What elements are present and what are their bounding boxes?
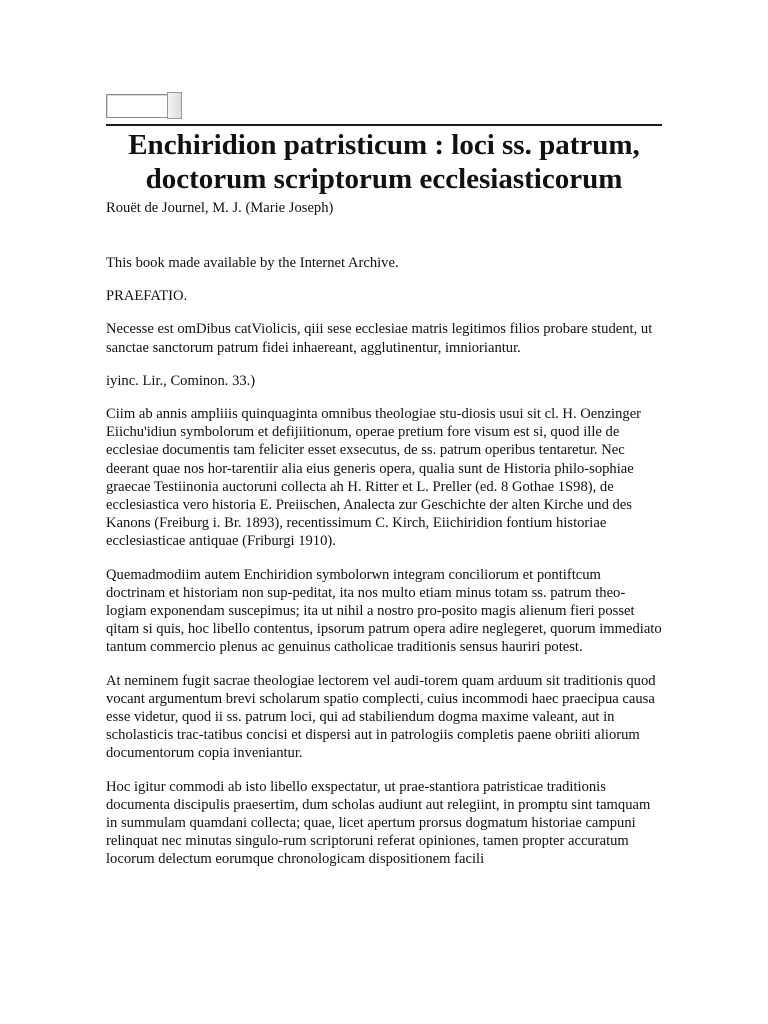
document-title: Enchiridion patristicum : loci ss. patrum, doctorum scriptorum ecclesiasticorum: [128, 129, 640, 195]
section-heading: PRAEFATIO.: [106, 288, 188, 305]
archive-notice: This book made available by the Internet Archive.: [106, 255, 399, 271]
document-body: [106, 254, 662, 884]
epigraph-citation: iyinc. Lir., Cominon. 33.): [106, 372, 256, 389]
document-author: Rouët de Journel, M. J. (Marie Joseph): [106, 200, 334, 216]
page-select-widget[interactable]: [106, 92, 184, 119]
epigraph: Necesse est omDibus catViolicis, qiii sese ecclesiae matris legitimos filios probare student, ut sanctae sanctorum patrum fidei inhaereant, agglutinentur, imnioriantur.: [106, 321, 653, 356]
title-rule: [106, 124, 662, 126]
page-select-field[interactable]: [106, 94, 167, 118]
body-paragraph: Quemadmodiim autem Enchiridion symbolorwn integram conciliorum et pontiftcum doctrinam et historiam non sup-peditat, ita nos multo etiam minus totam ss. patrum theo-logiam exponendam suscepimus; ita ut nihil a nostro pro-posito magis alienum fieri posset qitam si quis, hoc libello contentus, ipsorum patrum opera adire neglegeret, quorum immediato tantum commercio plenus ac genuinus catholicae traditionis sensus hauriri potest.: [106, 566, 662, 656]
body-paragraph: Ciim ab annis ampliiis quinquaginta omnibus theologiae stu-diosis usui sit cl. H. Oenzinger Eiichu'idiun symbolorum et defijiitionum, operae pretium fore visum est si, quod ille de ecclesiae documentis tam feliciter esset exsecutus, de ss. patrum operibus tentaretur. Nec deerant quae nos hor-tarentiir alia eius generis opera, qualia sunt de Historia philo-sophiae graecae Testiinonia auctoruni collecta ah H. Ritter et L. Preller (ed. 8 Gothae 1S98), de ecclesiastica vero historia E. Preiischen, Analecta zur Geschichte der alten Kirche und des Kanons (Freiburg i. Br. 1893), recentissimum C. Kirch, Eiichiridion fontium historiae ecclesiasticae antiquae (Friburgi 1910).: [106, 406, 642, 550]
body-paragraph: Hoc igitur commodi ab isto libello exspectatur, ut prae-stantiora patristicae traditionis documenta discipulis praesertim, dum scholas audiunt aut relegiint, in promptu sint tamquam in summulam quamdani collecta; quae, licet apertum prorsus dogmatum historiae campuni relinquat nec minutas singulo-rum scriptoruni referat opiniones, tamen propter accuratum locorum delectum eorumque chronologicam dispositionem facili: [106, 778, 651, 868]
body-paragraph: At neminem fugit sacrae theologiae lectorem vel audi-torem quam arduum sit traditionis quod vocant argumentum brevi scholarum spatio complecti, cuius incommodi haec praecipua causa esse videtur, quod ii ss. patrum loci, qui ad stabiliendum dogma maxime valeant, aut in scholasticis trac-tatibus concisi et dispersi aut in patrologiis completis paene obriiti aliorum documentorum copia inveniantur.: [106, 672, 656, 762]
page-select-button[interactable]: [167, 92, 182, 119]
